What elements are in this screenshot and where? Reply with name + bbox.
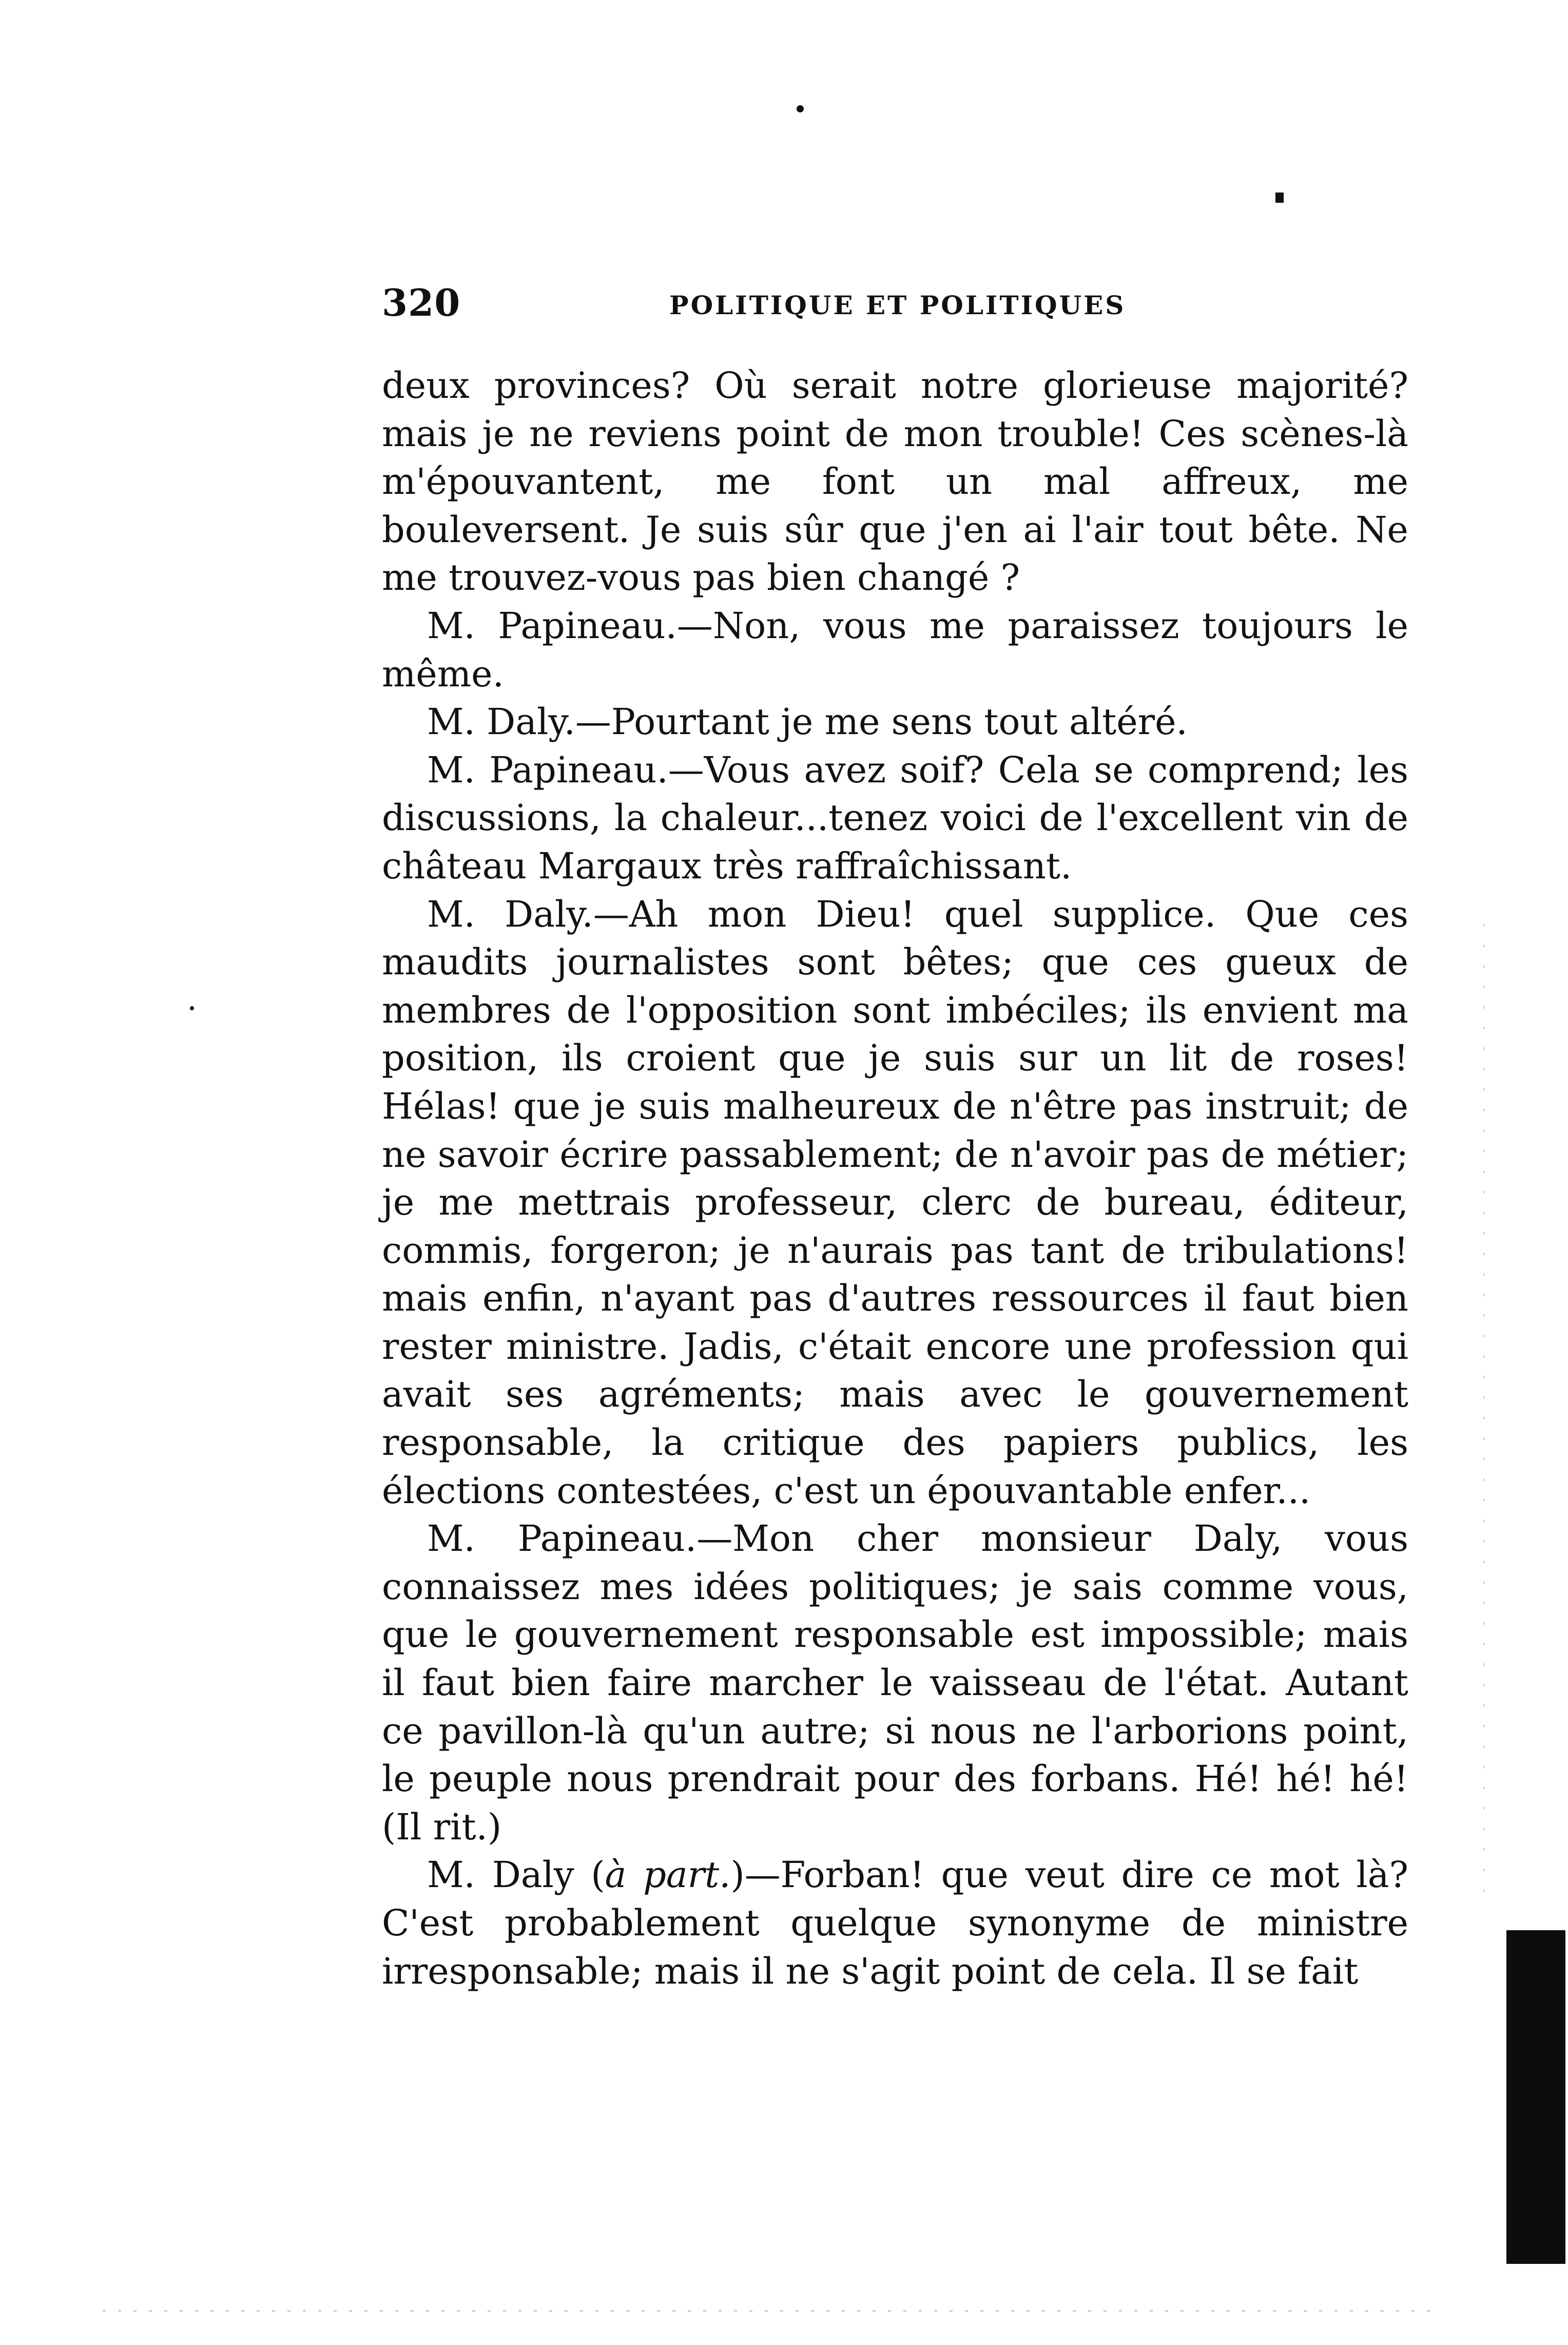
paragraph — [382, 362, 1408, 602]
paragraph — [382, 1515, 1408, 1851]
text-segment: M. Daly.—Pourtant je me sens tout altéré. — [427, 701, 1188, 743]
text-segment: M. Daly.—Ah mon Dieu! quel supplice. Que ces maudits journalistes sont bêtes; que ces gueux de membres de l'opposition sont imbéciles; ils envient ma position, ils croient que je suis sur un lit de roses! Hélas! que je suis malheureux de n'être pas instruit; de ne savoir écrire passablement; de n'avoir pas de métier; je me mettrais professeur, clerc de bureau, éditeur, commis, forgeron; je n'aurais pas tant de tribulations! mais enfin, n'ayant pas d'autres ressources il faut bien rester ministre. Jadis, c'était encore une profession qui avait ses agréments; mais avec le gouvernement responsable, la critique des papiers publics, les élections contestées, c'est un épouvantable enfer... — [382, 893, 1408, 1512]
stage-direction: à part. — [605, 1854, 731, 1896]
scan-edge-noise — [1483, 924, 1485, 1899]
paragraph — [382, 602, 1408, 698]
paragraph — [382, 746, 1408, 891]
running-title: POLITIQUE ET POLITIQUES — [669, 290, 1126, 320]
text-segment: deux provinces? Où serait notre glorieuse majorité? mais je ne reviens point de mon trouble! Ces scènes-là m'épouvantent, me font un mal affreux, me bouleversent. Je suis sûr que j'en ai l'air tout bête. Ne me trouvez-vous pas bien changé ? — [382, 364, 1408, 599]
body-text — [382, 362, 1408, 1995]
paragraph — [382, 1851, 1408, 1995]
text-segment: M. Daly ( — [427, 1854, 605, 1896]
paragraph — [382, 698, 1408, 746]
scan-speck — [1275, 193, 1284, 203]
page-number: 320 — [382, 281, 461, 324]
scan-bottom-noise — [103, 2310, 1437, 2312]
scan-speck — [797, 105, 804, 112]
text-segment: M. Papineau.—Mon cher monsieur Daly, vous connaissez mes idées politiques; je sais comme vous, que le gouvernement responsable est impossible; mais il faut bien faire marcher le vaisseau de l'état. Autant ce pavillon-là qu'un autre; si nous ne l'arborions point, le peuple nous prendrait pour des forbans. Hé! hé! hé! (Il rit.) — [382, 1517, 1408, 1848]
scan-edge-bar — [1506, 1930, 1565, 2264]
text-segment: )—Forban! que veut dire ce mot là? C'est probablement quelque synonyme de ministre irresponsable; mais il ne s'agit point de cela. Il se fait — [382, 1854, 1408, 1992]
paragraph — [382, 891, 1408, 1515]
page-header — [382, 280, 1449, 326]
scan-speck — [190, 1006, 194, 1010]
text-segment: M. Papineau.—Vous avez soif? Cela se comprend; les discussions, la chaleur...tenez voici de l'excellent vin de château Margaux très raffraîchissant. — [382, 748, 1408, 887]
text-segment: M. Papineau.—Non, vous me paraissez toujours le même. — [382, 604, 1408, 695]
